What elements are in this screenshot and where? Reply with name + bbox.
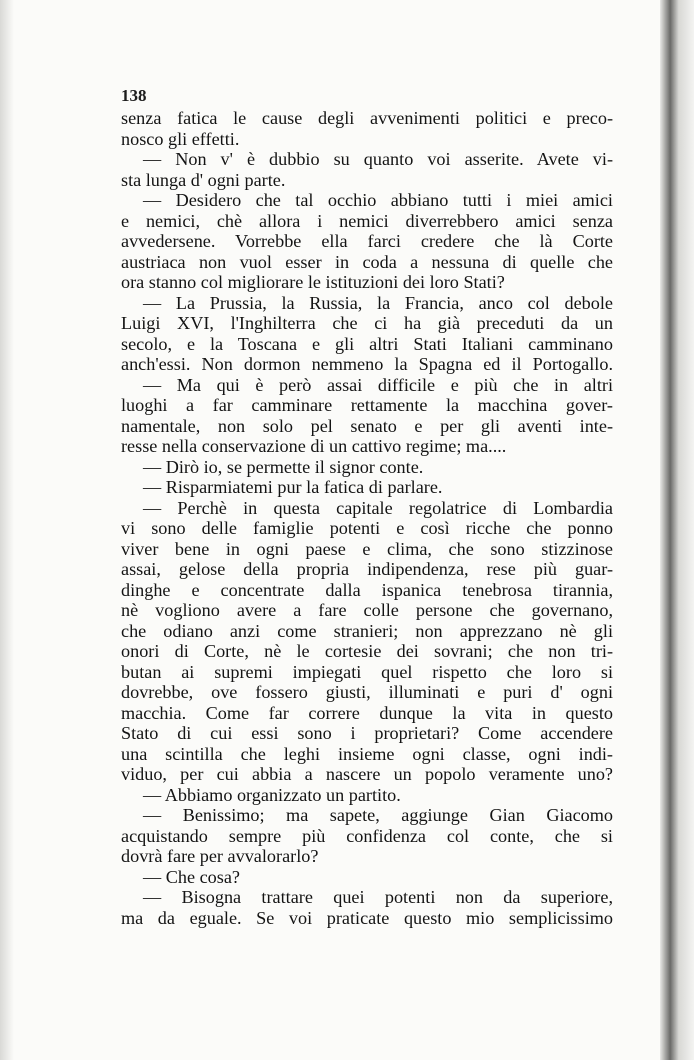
text-line: Luigi XVI, l'Inghilterra che ci ha già preceduti da un <box>121 313 613 333</box>
text-line: viduo, per cui abbia a nascere un popolo veramente uno? <box>121 764 613 784</box>
text-line: — Abbiamo organizzato un partito. <box>143 784 401 805</box>
text-line: viver bene in ogni paese e clima, che sono stizzinose <box>121 538 613 559</box>
text-line: assai, gelose della propria indipendenza, rese più guar- <box>121 559 613 579</box>
text-line: namentale, non solo pel senato e per gli aventi inte- <box>121 415 613 436</box>
text-line: butan ai supremi impiegati quel rispetto che loro si <box>121 661 613 682</box>
body-text <box>121 108 613 928</box>
text-line: acquistando sempre più confidenza col conte, che si <box>121 825 613 846</box>
text-line: vi sono delle famiglie potenti e così ricche che ponno <box>121 518 613 538</box>
text-line: — Che cosa? <box>143 866 240 887</box>
text-line: che odiano anzi come stranieri; non apprezzano nè gli <box>121 620 613 641</box>
text-line: secolo, e la Toscana e gli altri Stati Italiani camminano <box>121 333 613 354</box>
text-line: austriaca non vuol esser in coda a nessuna di quelle che <box>121 251 613 272</box>
text-line: sta lunga d' ogni parte. <box>121 169 286 190</box>
text-line: una scintilla che leghi insieme ogni classe, ogni indi- <box>121 743 613 764</box>
text-line: nosco gli effetti. <box>121 128 240 149</box>
text-line: dinghe e concentrate dalla ispanica tenebrosa tirannia, <box>121 579 613 600</box>
text-line: luoghi a far camminare rettamente la macchina gover- <box>121 395 613 415</box>
text-line: nè vogliono avere a fare colle persone che governano, <box>121 600 613 620</box>
text-line: Stato di cui essi sono i proprietari? Come accendere <box>121 723 613 743</box>
text-line: ma da eguale. Se voi praticate questo mio semplicissimo <box>121 907 613 928</box>
text-line: — La Prussia, la Russia, la Francia, anco col debole <box>143 292 613 313</box>
text-line: resse nella conservazione di un cattivo regime; ma.... <box>121 436 507 456</box>
text-line: — Dirò io, se permette il signor conte. <box>143 456 424 477</box>
text-line: — Benissimo; ma sapete, aggiunge Gian Giacomo <box>143 805 613 825</box>
text-line: macchia. Come far correre dunque la vita in questo <box>121 702 613 723</box>
text-line: senza fatica le cause degli avvenimenti politici e preco- <box>121 108 613 128</box>
page-binding-edge <box>660 0 694 1060</box>
text-line: — Non v' è dubbio su quanto voi asserite. Avete vi- <box>143 149 613 169</box>
text-line: onori di Corte, nè le cortesie dei sovrani; che non tri- <box>121 641 613 661</box>
text-line: avvedersene. Vorrebbe ella farci credere che là Corte <box>121 231 613 251</box>
text-line: — Desidero che tal occhio abbiano tutti i miei amici <box>143 190 613 210</box>
text-line: — Perchè in questa capitale regolatrice di Lombardia <box>143 497 613 518</box>
text-line: dovrà fare per avvalorarlo? <box>121 846 319 866</box>
text-line: — Ma qui è però assai difficile e più che in altri <box>143 374 613 395</box>
text-line: dovrebbe, ove fossero giusti, illuminati e puri d' ogni <box>121 682 613 702</box>
page-left-shadow <box>0 0 14 1060</box>
page-number: 138 <box>121 86 147 105</box>
text-line: ora stanno col migliorare le istituzioni dei loro Stati? <box>121 272 505 292</box>
text-line: — Risparmiatemi pur la fatica di parlare. <box>143 477 443 497</box>
text-line: anch'essi. Non dormon nemmeno la Spagna ed il Portogallo. <box>121 354 613 374</box>
text-line: — Bisogna trattare quei potenti non da superiore, <box>143 887 613 907</box>
text-line: e nemici, chè allora i nemici diverrebbero amici senza <box>121 210 613 231</box>
